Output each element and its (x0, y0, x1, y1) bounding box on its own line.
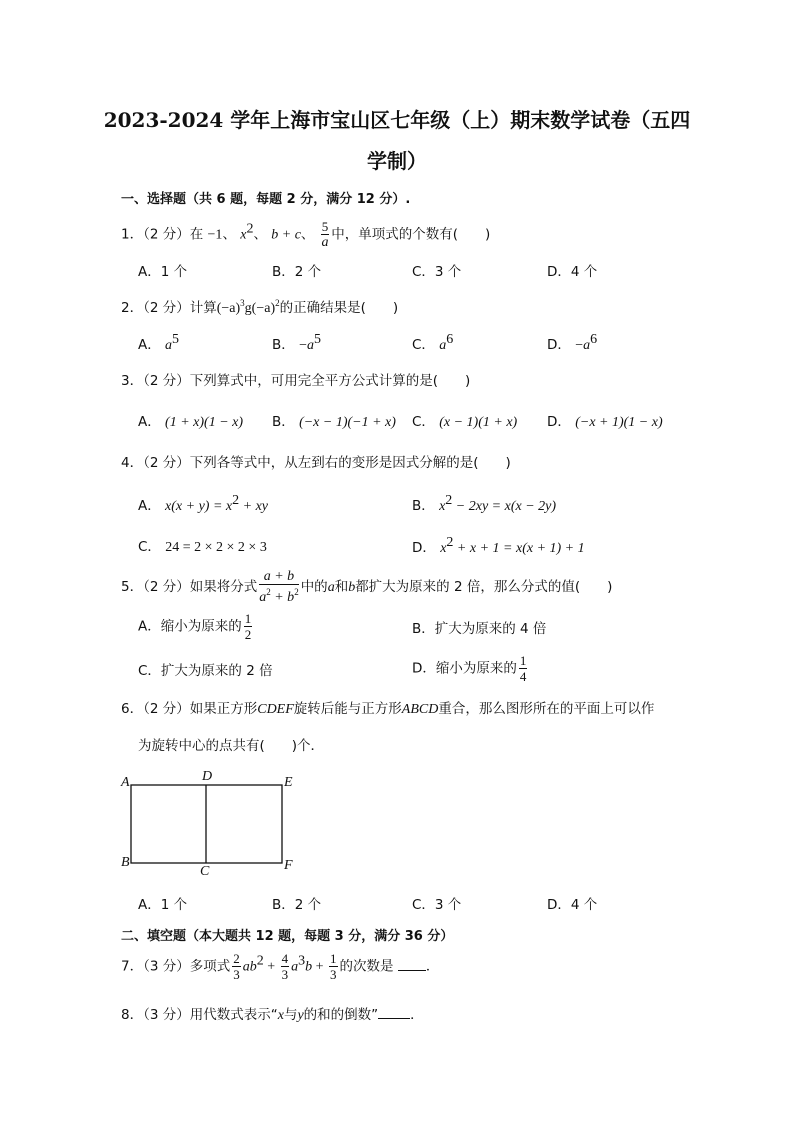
q7-answer-blank[interactable] (398, 958, 426, 971)
q5-option-d: D．缩小为原来的 $\frac{1}{4}$ (412, 653, 527, 684)
q1-option-b: B．2 个 (272, 264, 322, 280)
question-4: 4．（2 分）下列各等式中，从左到右的变形是因式分解的是( ) (121, 455, 511, 471)
q3-option-c: C． (x − 1)(1 + x) (412, 414, 518, 430)
section-2-heading: 二、填空题（本大题共 12 题，每题 3 分，满分 36 分） (121, 929, 454, 944)
q1-option-d: D．4 个 (547, 264, 598, 280)
q4-option-d: D． $x^2 + x + 1 = x(x + 1) + 1$ (412, 535, 585, 556)
q3-option-d: D． (−x + 1)(1 − x) (547, 414, 663, 430)
q3-option-b: B． (−x − 1)(−1 + x) (272, 414, 396, 430)
q3-option-a: A． (1 + x)(1 − x) (138, 414, 244, 430)
question-8: 8．（3 分）用代数式表示“x与y的和的倒数” ． (121, 1007, 424, 1023)
q2-option-b: B． $-a^5$ (272, 332, 321, 353)
label-b: B (121, 855, 130, 870)
label-d: D (202, 769, 213, 784)
q1-option-c: C．3 个 (412, 264, 462, 280)
question-5: 5．（2 分）如果将分式 $\frac{a + b}{a^2 + b^2}$ 中的a和b都扩大为原来的 2 倍，那么分式的值( ) (121, 569, 613, 605)
q4-option-a: A． $x(x + y) = x^2$ + xy (138, 493, 268, 514)
label-c: C (200, 864, 210, 879)
exam-title-line1: 2023-2024 学年上海市宝山区七年级（上）期末数学试卷（五四 (103, 108, 691, 132)
label-e: E (284, 775, 293, 790)
exam-title-line2: 学制） (367, 149, 427, 173)
q2-option-c: C． $a^6$ (412, 332, 454, 353)
q5-fraction: $\frac{a + b}{a^2 + b^2}$ (259, 569, 299, 605)
q1-option-a: A．1 个 (138, 264, 188, 280)
q5-option-a: A．缩小为原来的 $\frac{1}{2}$ (138, 611, 252, 642)
q2-option-a: A． $a^5$ (138, 332, 180, 353)
question-3: 3．（2 分）下列算式中，可用完全平方公式计算的是( ) (121, 373, 471, 389)
q2-option-d: D． $-a^6$ (547, 332, 598, 353)
q6-option-a: A．1 个 (138, 897, 188, 913)
q8-answer-blank[interactable] (378, 1006, 410, 1019)
q6-option-d: D．4 个 (547, 897, 598, 913)
q4-option-b: B． $x^2 - 2xy = x(x - 2y)$ (412, 493, 557, 514)
question-7: 7．（3 分）多项式 $\frac{2}{3}$ $ab^2$ + $\frac{4}{3}$ $a^3b$ + $\frac{1}{3}$ 的次数是 ． (121, 951, 440, 982)
question-6-line2: 为旋转中心的点共有( )个． (138, 738, 325, 754)
q6-option-b: B．2 个 (272, 897, 322, 913)
q5-option-c: C．扩大为原来的 2 倍 (138, 663, 273, 679)
q4-option-c: C． 24 = 2 × 2 × 2 × 3 (138, 539, 267, 555)
q5-option-b: B．扩大为原来的 4 倍 (412, 621, 547, 637)
q1-fraction: $\frac{5}{a}$ (321, 219, 329, 250)
question-1: 1．（2 分）在 −1、 $x^2$、 b + c、 $\frac{5}{a}$ 中，单项式的个数有( ) (121, 219, 491, 250)
label-f: F (284, 858, 293, 873)
q6-option-c: C．3 个 (412, 897, 462, 913)
label-a: A (121, 775, 130, 790)
question-2: 2．（2 分）计算$(-a)^3g(-a)^2$的正确结果是( ) (121, 298, 399, 316)
question-6-line1: 6．（2 分）如果正方形CDEF旋转后能与正方形ABCD重合，那么图形所在的平面上可以作 (121, 701, 655, 717)
section-1-heading: 一、选择题（共 6 题，每题 2 分，满分 12 分）. (121, 192, 411, 207)
